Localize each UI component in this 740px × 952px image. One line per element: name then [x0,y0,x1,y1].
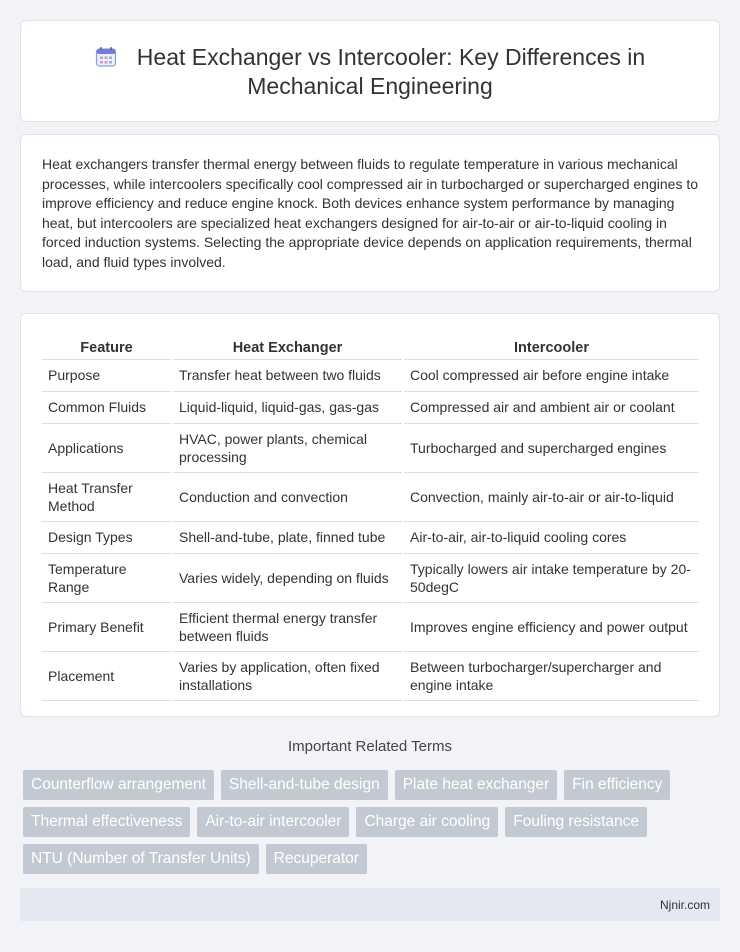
table-row [42,472,699,521]
feature-cell: Placement [42,651,172,700]
term-tag[interactable]: Fin efficiency [564,770,670,800]
comparison-card [20,313,720,717]
heat-exchanger-cell: Efficient thermal energy transfer between fluids [172,602,403,651]
feature-cell: Temperature Range [42,553,172,602]
calendar-icon [95,46,117,68]
term-tag[interactable]: Air-to-air intercooler [197,807,349,837]
table-row [42,602,699,651]
term-tag[interactable]: Shell-and-tube design [221,770,388,800]
intercooler-cell: Between turbocharger/supercharger and engine intake [403,651,699,700]
heat-exchanger-cell: Varies by application, often fixed installations [172,651,403,700]
tag-row [23,770,723,800]
term-tag[interactable]: Counterflow arrangement [23,770,214,800]
heat-exchanger-cell: Shell-and-tube, plate, finned tube [172,521,403,553]
table-row [42,651,699,700]
tag-row [23,844,723,874]
term-tag[interactable]: Fouling resistance [505,807,647,837]
feature-cell: Design Types [42,521,172,553]
feature-cell: Purpose [42,359,172,391]
heat-exchanger-cell: Liquid-liquid, liquid-gas, gas-gas [172,391,403,423]
header-feature: Feature [42,335,172,359]
footer-site[interactable]: Njnir.com [659,898,710,912]
related-terms-tags [23,770,723,881]
heat-exchanger-cell: Varies widely, depending on fluids [172,553,403,602]
intro-paragraph: Heat exchangers transfer thermal energy between fluids to regulate temperature in various mechanical processes, while intercoolers specifically cool compressed air in turbocharged or supercharged engines to improve efficiency and reduce engine knock. Both devices enhance system performance by managing heat, but intercoolers are specialized heat exchangers designed for air-to-air or air-to-liquid cooling in forced induction systems. Selecting the appropriate device depends on application requirements, thermal load, and fluid types involved. [42,156,699,270]
heat-exchanger-cell: Conduction and convection [172,472,403,521]
page-title: Heat Exchanger vs Intercooler: Key Differences in Mechanical Engineering [136,44,646,99]
feature-cell: Primary Benefit [42,602,172,651]
intercooler-cell: Improves engine efficiency and power output [403,602,699,651]
table-row [42,423,699,472]
table-header-row [42,335,699,359]
term-tag[interactable]: Plate heat exchanger [395,770,558,800]
term-tag[interactable]: NTU (Number of Transfer Units) [23,844,259,874]
intercooler-cell: Cool compressed air before engine intake [403,359,699,391]
comparison-table [42,335,699,701]
heat-exchanger-cell: HVAC, power plants, chemical processing [172,423,403,472]
intercooler-cell: Typically lowers air intake temperature by 20-50degC [403,553,699,602]
header-heat-exchanger: Heat Exchanger [172,335,403,359]
table-row [42,359,699,391]
term-tag[interactable]: Thermal effectiveness [23,807,190,837]
intercooler-cell: Compressed air and ambient air or coolant [403,391,699,423]
heat-exchanger-cell: Transfer heat between two fluids [172,359,403,391]
header-intercooler: Intercooler [403,335,699,359]
title-card [20,20,720,122]
feature-cell: Common Fluids [42,391,172,423]
table-row [42,521,699,553]
term-tag[interactable]: Charge air cooling [356,807,498,837]
term-tag[interactable]: Recuperator [266,844,367,874]
table-row [42,553,699,602]
table-row [42,391,699,423]
page-title-block [51,43,689,101]
intercooler-cell: Air-to-air, air-to-liquid cooling cores [403,521,699,553]
footer [20,888,720,921]
tag-row [23,807,723,837]
intro-card [20,134,720,292]
feature-cell: Applications [42,423,172,472]
intercooler-cell: Turbocharged and supercharged engines [403,423,699,472]
intercooler-cell: Convection, mainly air-to-air or air-to-liquid [403,472,699,521]
feature-cell: Heat Transfer Method [42,472,172,521]
related-terms-heading: Important Related Terms [288,738,452,755]
